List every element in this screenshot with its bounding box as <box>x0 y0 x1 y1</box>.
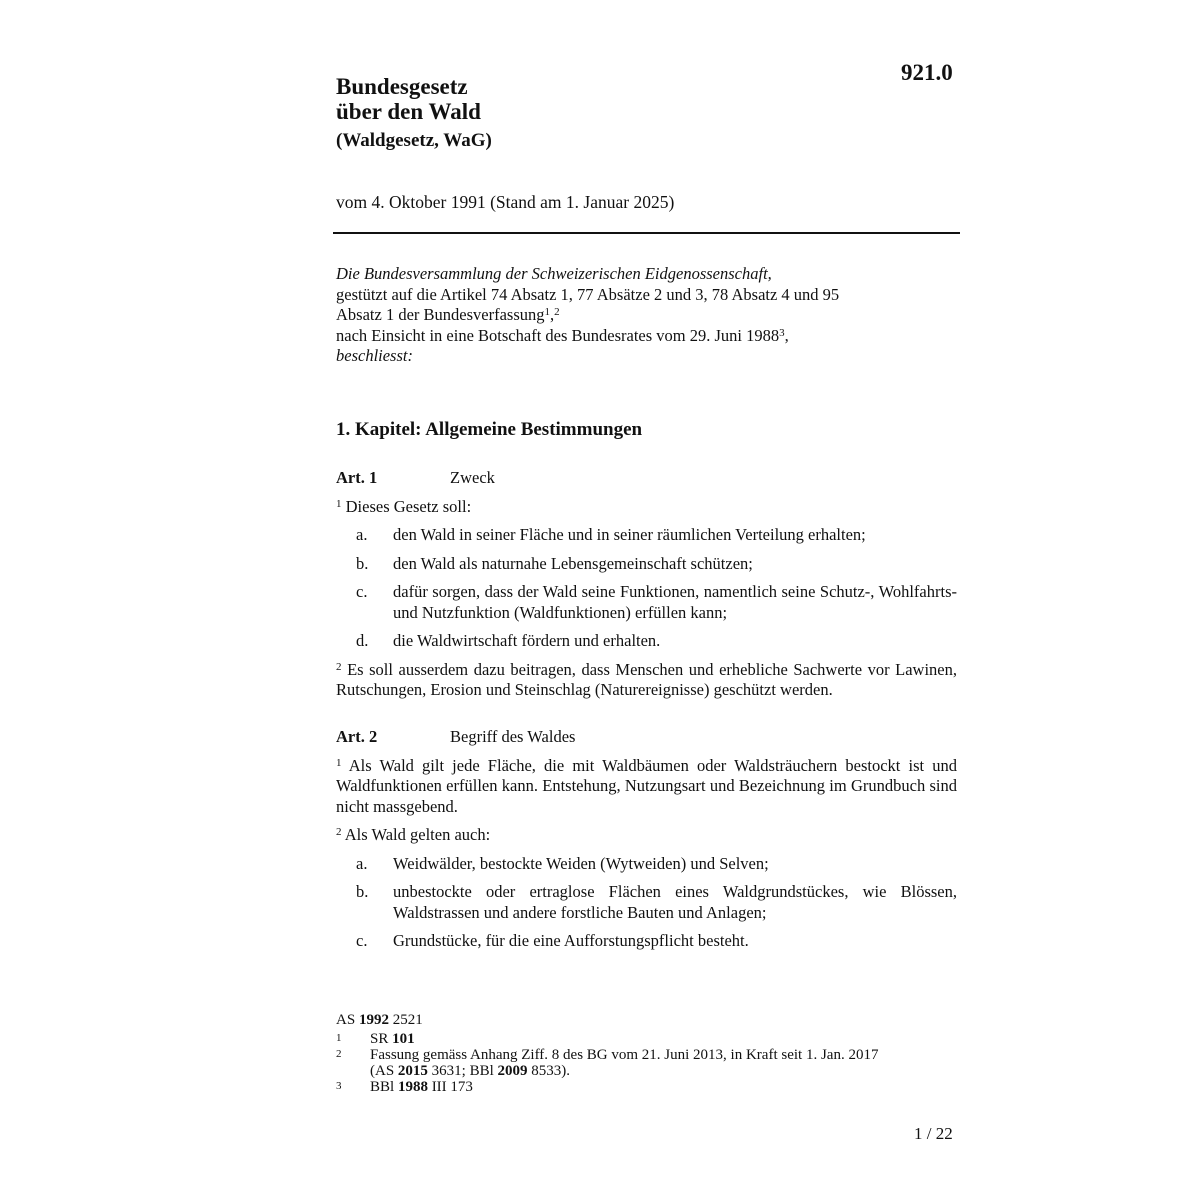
chapter-heading: 1. Kapitel: Allgemeine Bestimmungen <box>336 419 643 440</box>
list-item: b. unbestockte oder ertraglose Flächen eines Waldgrundstückes, wie Blössen, Waldstrassen und andere forstliche Bauten und Anlagen; <box>356 882 957 922</box>
article-1 <box>336 468 957 709</box>
preamble-basis-line-1: gestützt auf die Artikel 74 Absatz 1, 77 Absätze 2 und 3, 78 Absatz 4 und 95 <box>336 284 840 304</box>
header-divider <box>333 232 960 234</box>
article-2-heading: Begriff des Waldes <box>450 727 576 746</box>
sr-number: 921.0 <box>901 60 953 85</box>
article-2-number: Art. 2 <box>336 727 378 746</box>
footnote-1: 1 SR 101 <box>336 1031 415 1047</box>
list-item: c. Grundstücke, für die eine Aufforstungspflicht besteht. <box>356 931 749 950</box>
list-item: a. den Wald in seiner Fläche und in seiner räumlichen Verteilung erhalten; <box>356 525 866 544</box>
preamble-decides: beschliesst: <box>336 346 413 365</box>
article-2-header <box>336 727 957 748</box>
preamble-basis-line-2: Absatz 1 der Bundesverfassung$^1$,$^2$ <box>336 305 560 324</box>
date-line: vom 4. Oktober 1991 (Stand am 1. Januar 2025) <box>336 192 675 212</box>
article-2-list <box>336 854 957 952</box>
footnotes <box>336 1012 960 1095</box>
footnote-ref-1[interactable]: 1 <box>544 306 550 318</box>
document-page <box>336 0 960 1200</box>
law-short-title: (Waldgesetz, WaG) <box>336 130 492 151</box>
list-item: b. den Wald als naturnahe Lebensgemeinschaft schützen; <box>356 553 753 573</box>
article-1-list <box>336 525 957 652</box>
footnote-2: 2 Fassung gemäss Anhang Ziff. 8 des BG vom 21. Juni 2013, in Kraft seit 1. Jan. 2017 (AS 2015 3631; BBl 2009 8533). <box>336 1047 879 1079</box>
article-1-paragraph-1: $^1$ Dieses Gesetz soll: <box>336 496 472 516</box>
preamble <box>336 264 960 367</box>
article-1-heading: Zweck <box>450 468 495 487</box>
law-title <box>336 74 481 124</box>
list-item: c. dafür sorgen, dass der Wald seine Funktionen, namentlich seine Schutz-, Wohlfahrts- und Nutzfunktion (Waldfunktionen) erfüllen kann; <box>356 582 957 622</box>
official-compilation-ref: AS 1992 2521 <box>336 1012 423 1028</box>
article-1-paragraph-2: $^2$ Es soll ausserdem dazu beitragen, dass Menschen und erhebliche Sachwerte vor Lawinen, Rutschungen, Erosion und Steinschlag (Naturereignisse) geschützt werden. <box>336 659 958 699</box>
article-1-header <box>336 468 957 489</box>
preamble-message: nach Einsicht in eine Botschaft des Bundesrates vom 29. Juni 1988$^3$, <box>336 325 789 345</box>
article-2-paragraph-2: $^2$ Als Wald gelten auch: <box>336 825 491 844</box>
footnote-3: 3 BBl 1988 III 173 <box>336 1079 473 1095</box>
law-title-line-2: über den Wald <box>336 99 481 124</box>
footnote-ref-3[interactable]: 3 <box>779 326 785 339</box>
article-2-paragraph-1: $^1$ Als Wald gilt jede Fläche, die mit Waldbäumen oder Waldsträuchern bestockt ist und Waldfunktionen erfüllen kann. Entstehung, Nutzungsart und Bezeichnung im Grundbuch sind nicht massgebend. <box>336 755 957 816</box>
footnote-ref-2[interactable]: 2 <box>554 306 560 318</box>
list-item: d. die Waldwirtschaft fördern und erhalten. <box>356 631 661 650</box>
preamble-assembly: Die Bundesversammlung der Schweizerischen Eidgenossenschaft, <box>336 264 772 283</box>
article-1-number: Art. 1 <box>336 468 378 487</box>
law-title-line-1: Bundesgesetz <box>336 74 468 99</box>
article-2 <box>336 727 957 960</box>
page-number: 1 / 22 <box>914 1124 953 1143</box>
list-item: a. Weidwälder, bestockte Weiden (Wytweiden) und Selven; <box>356 853 769 873</box>
